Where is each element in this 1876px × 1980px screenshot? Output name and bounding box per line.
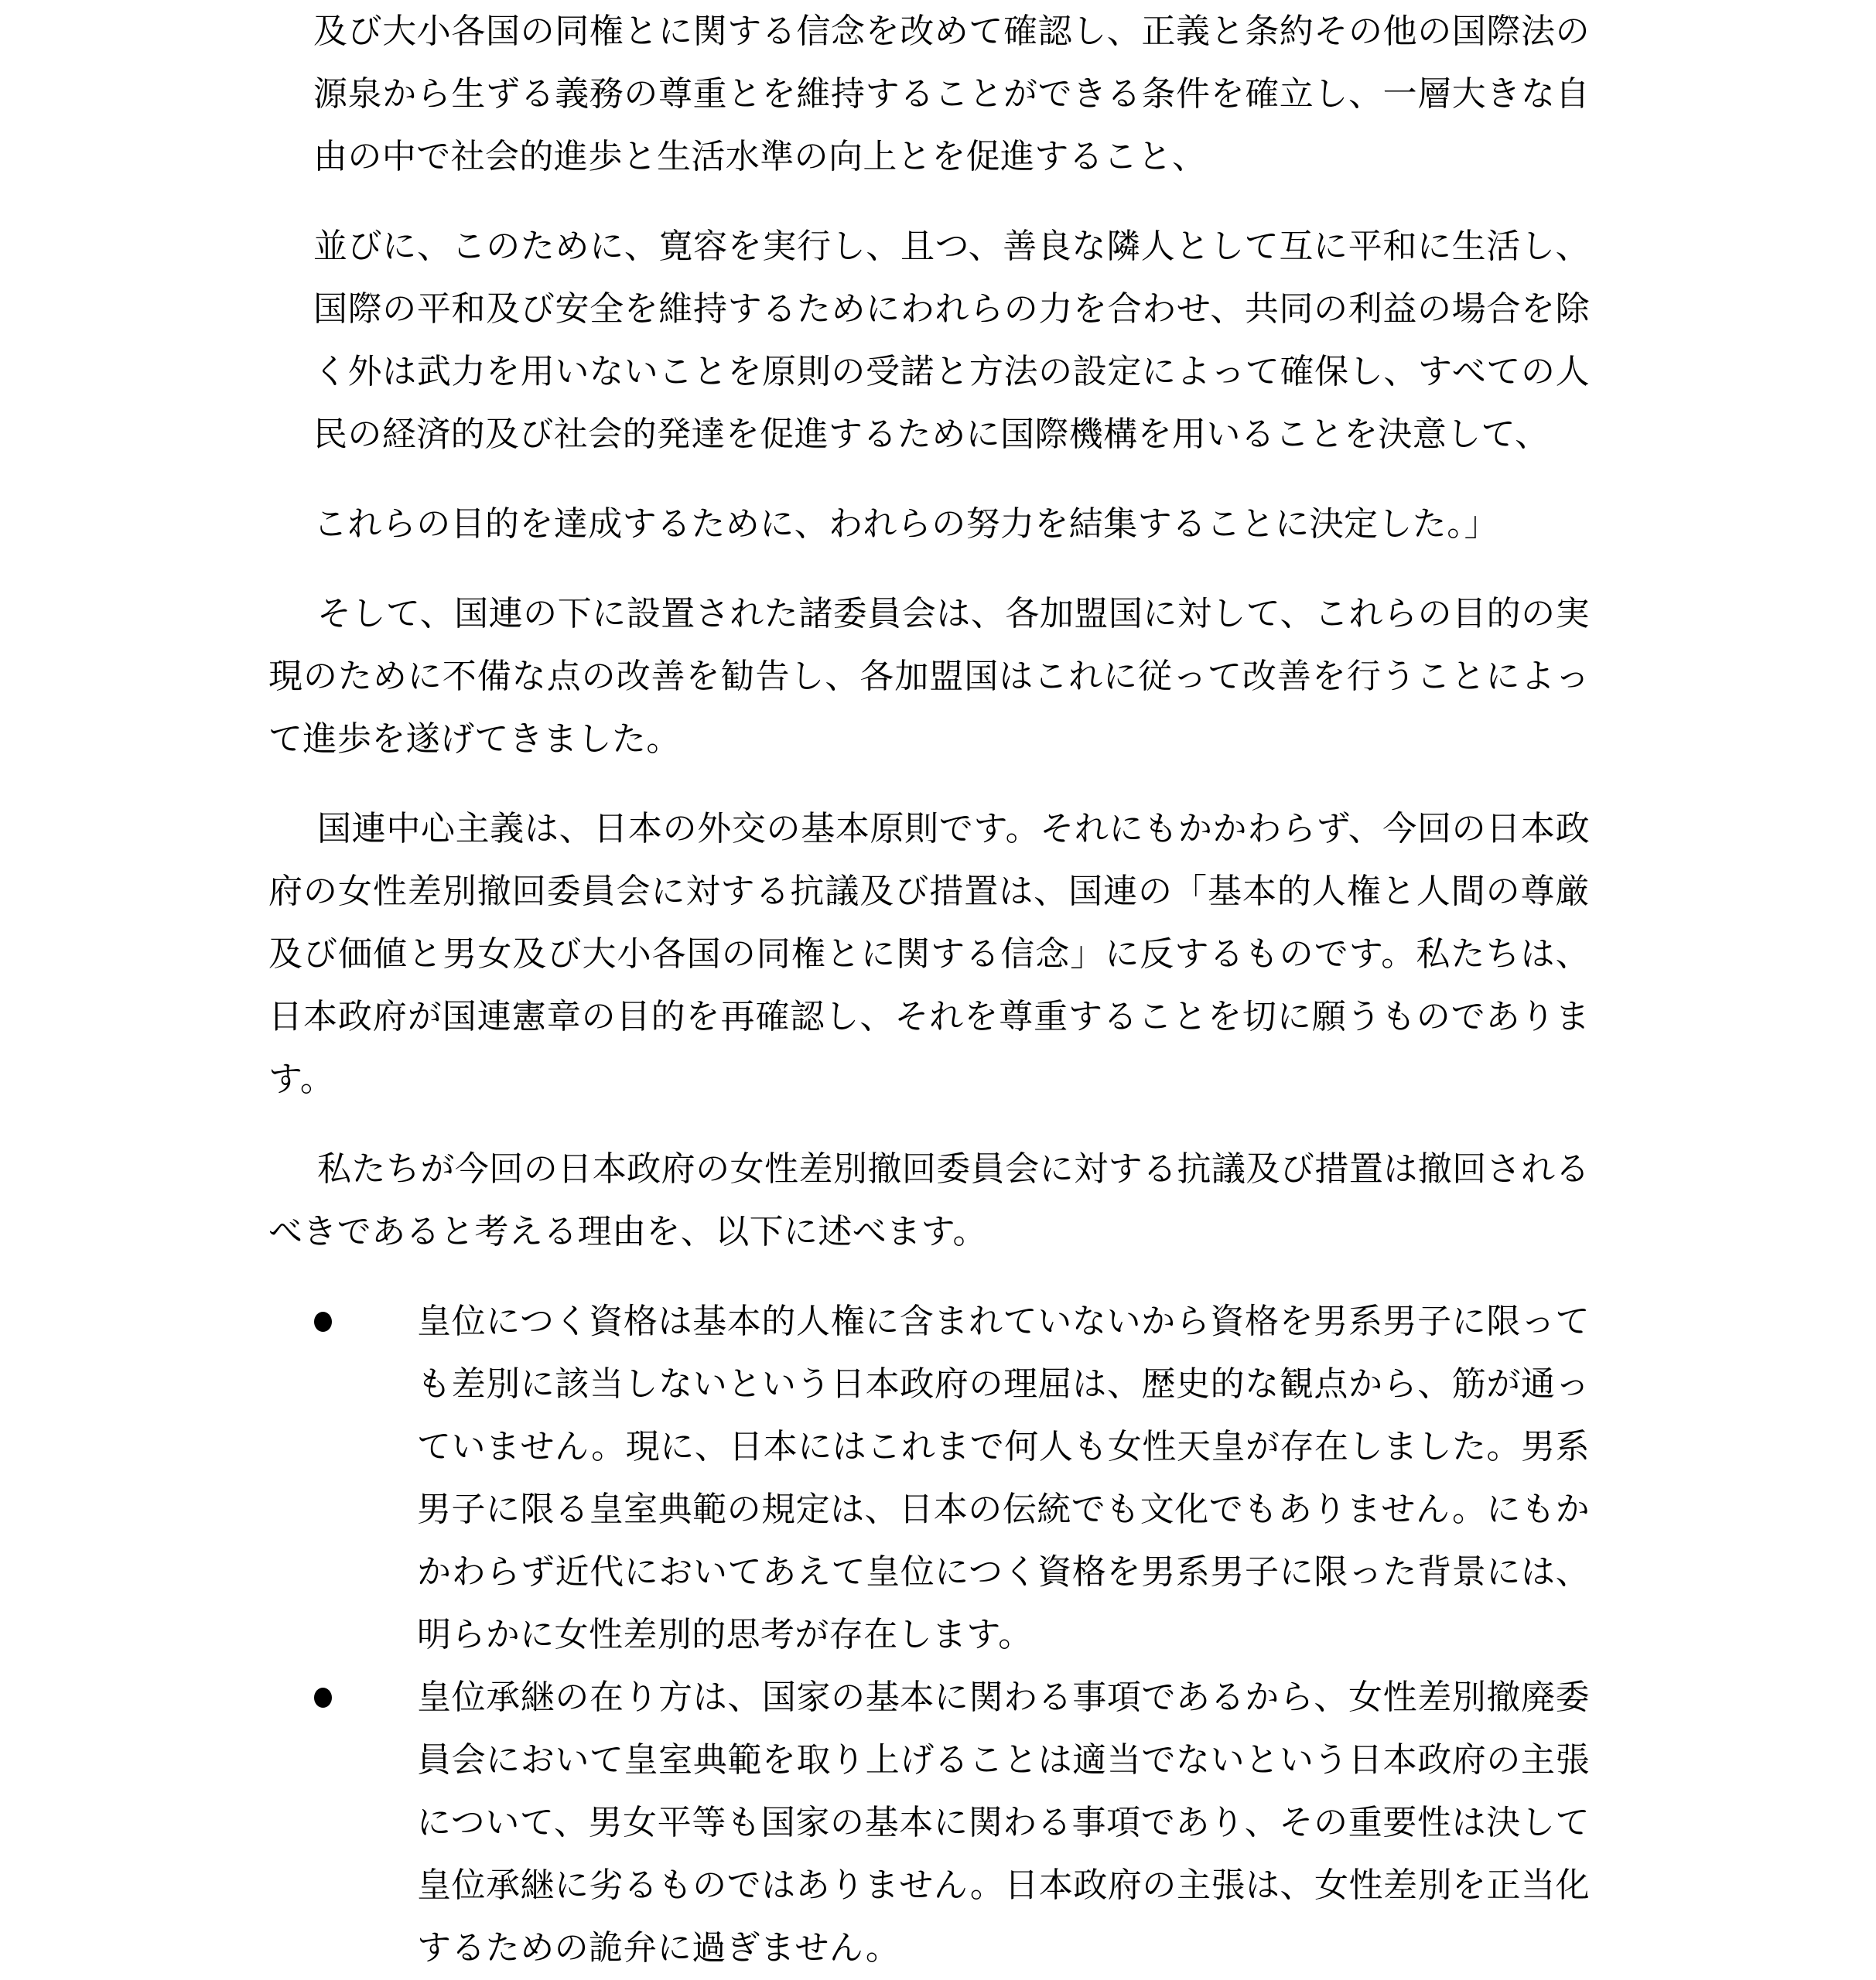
bullet-item-1 xyxy=(268,1290,1590,1666)
body-paragraph-3 xyxy=(268,1138,1590,1263)
text-line: す。 xyxy=(268,1060,335,1098)
bullet-icon xyxy=(314,1688,332,1708)
text-line: 国際の平和及び安全を維持するためにわれらの力を合わせ、共同の利益の場合を除 xyxy=(313,290,1590,328)
bullet-item-2 xyxy=(268,1666,1590,1979)
quote-paragraph-1 xyxy=(268,0,1590,188)
quote-paragraph-2 xyxy=(268,215,1590,466)
text-line: 現のために不備な点の改善を勧告し、各加盟国はこれに従って改善を行うことによっ xyxy=(268,657,1590,695)
text-line: く外は武力を用いないことを原則の受諾と方法の設定によって確保し、すべての人 xyxy=(313,353,1590,391)
text-line: かわらず近代においてあえて皇位につく資格を男系男子に限った背景には、 xyxy=(417,1553,1590,1591)
text-line: 及び価値と男女及び大小各国の同権とに関する信念」に反するものです。私たちは、 xyxy=(268,935,1590,973)
text-line: するための詭弁に過ぎません。 xyxy=(417,1929,900,1967)
text-line: ていません。現に、日本にはこれまで何人も女性天皇が存在しました。男系 xyxy=(417,1428,1590,1466)
text-line: 民の経済的及び社会的発達を促進するために国際機構を用いることを決意して、 xyxy=(313,415,1550,453)
text-line: 源泉から生ずる義務の尊重とを維持することができる条件を確立し、一層大きな自 xyxy=(313,75,1590,113)
text-line: 国連中心主義は、日本の外交の基本原則です。それにもかかわらず、今回の日本政 xyxy=(317,810,1590,848)
text-line: 私たちが今回の日本政府の女性差別撤回委員会に対する抗議及び措置は撤回される xyxy=(317,1150,1590,1188)
text-line: 及び大小各国の同権とに関する信念を改めて確認し、正義と条約その他の国際法の xyxy=(313,12,1590,50)
text-line: 日本政府が国連憲章の目的を再確認し、それを尊重することを切に願うものでありま xyxy=(268,998,1590,1036)
text-line: 員会において皇室典範を取り上げることは適当でないという日本政府の主張 xyxy=(417,1741,1590,1779)
text-line: 皇位につく資格は基本的人権に含まれていないから資格を男系男子に限って xyxy=(417,1302,1590,1340)
text-line: 皇位承継の在り方は、国家の基本に関わる事項であるから、女性差別撤廃委 xyxy=(417,1678,1590,1716)
text-line: について、男女平等も国家の基本に関わる事項であり、その重要性は決して xyxy=(417,1804,1590,1842)
text-line: 明らかに女性差別的思考が存在します。 xyxy=(417,1616,1033,1654)
quote-paragraph-3 xyxy=(268,493,1590,555)
text-line: べきであると考える理由を、以下に述べます。 xyxy=(268,1213,987,1251)
text-line: 並びに、このために、寛容を実行し、且つ、善良な隣人として互に平和に生活し、 xyxy=(313,227,1590,265)
text-line: そして、国連の下に設置された諸委員会は、各加盟国に対して、これらの目的の実 xyxy=(317,595,1590,633)
bullet-icon xyxy=(314,1312,332,1332)
text-line: 府の女性差別撤回委員会に対する抗議及び措置は、国連の「基本的人権と人間の尊厳 xyxy=(268,872,1590,910)
text-line: 由の中で社会的進歩と生活水準の向上とを促進すること、 xyxy=(313,138,1207,176)
text-line: 皇位承継に劣るものではありません。日本政府の主張は、女性差別を正当化 xyxy=(417,1866,1590,1904)
text-line: も差別に該当しないという日本政府の理屈は、歴史的な観点から、筋が通っ xyxy=(417,1365,1590,1403)
body-paragraph-2 xyxy=(268,797,1590,1111)
body-paragraph-1 xyxy=(268,582,1590,770)
text-line: て進歩を遂げてきました。 xyxy=(268,720,681,758)
text-line: 男子に限る皇室典範の規定は、日本の伝統でも文化でもありません。にもか xyxy=(417,1490,1590,1528)
text-line: これらの目的を達成するために、われらの努力を結集することに決定した。」 xyxy=(313,505,1498,543)
